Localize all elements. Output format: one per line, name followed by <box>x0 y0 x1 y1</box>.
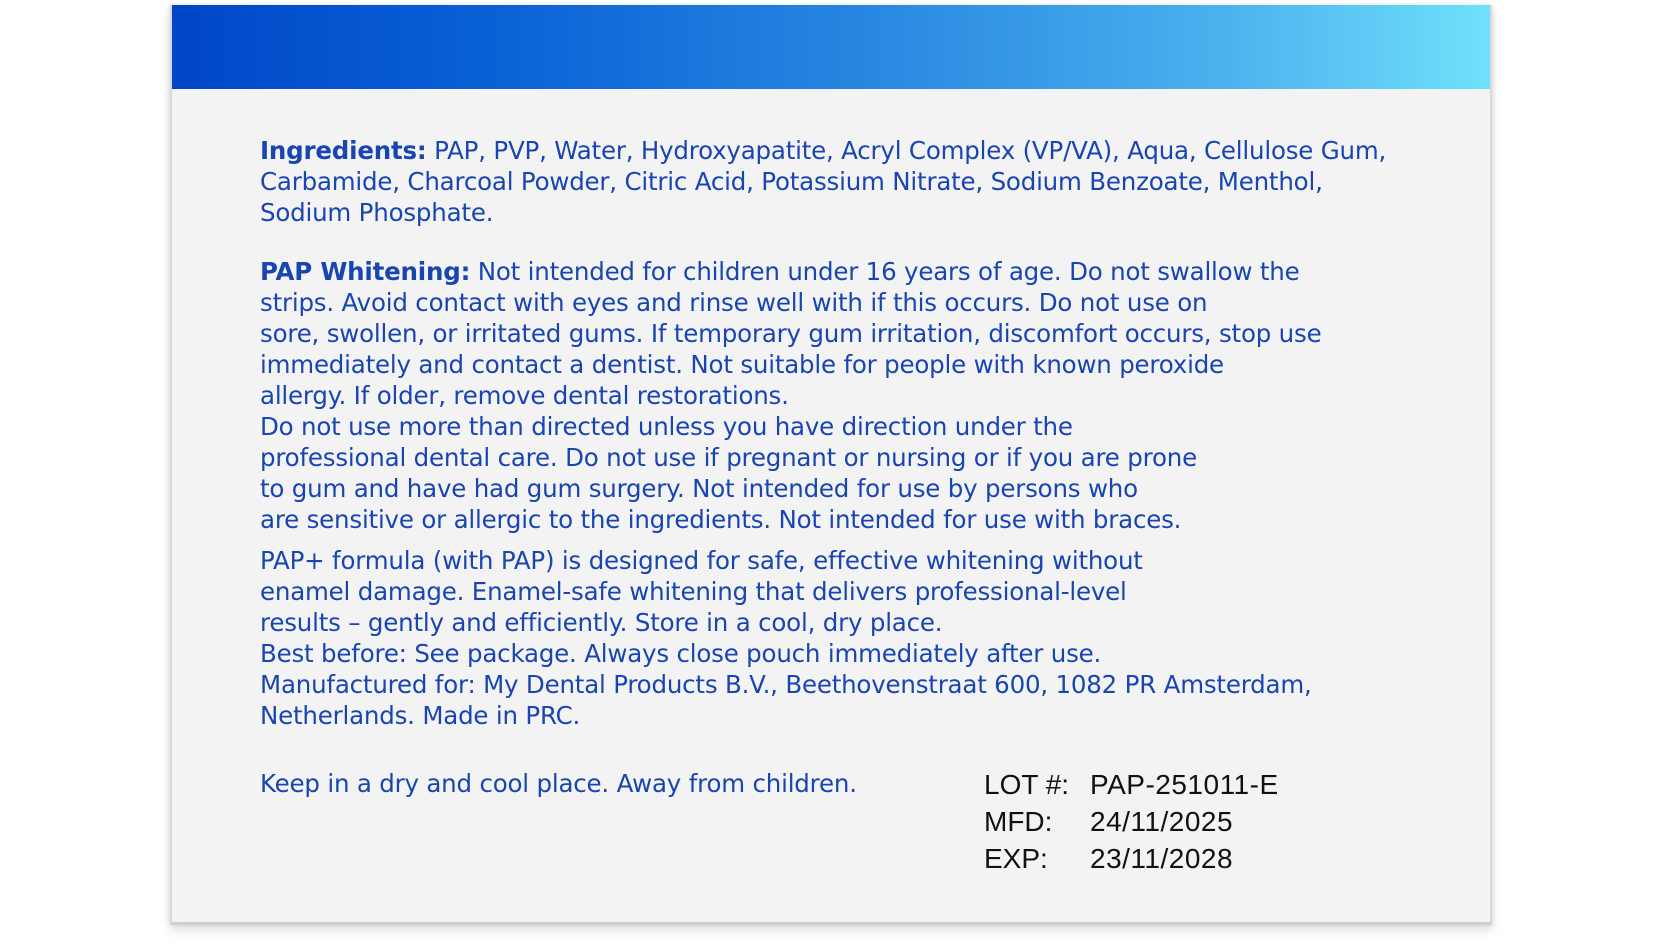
exp-label: EXP: <box>984 843 1048 874</box>
formula-line: results – gently and efficiently. Store in a cool, dry place. <box>260 608 943 637</box>
exp-row <box>984 840 1279 877</box>
batch-codes <box>984 766 1279 877</box>
mfd-label: MFD: <box>984 806 1053 837</box>
warning-label: PAP Whitening: <box>260 257 471 286</box>
warning-line: Not intended for children under 16 years of age. Do not swallow the <box>470 257 1300 286</box>
formula-line: Manufactured for: My Dental Products B.V., Beethovenstraat 600, 1082 PR Amsterdam, <box>260 670 1312 699</box>
formula-line: Best before: See package. Always close pouch immediately after use. <box>260 639 1102 668</box>
formula-line: Netherlands. Made in PRC. <box>260 701 581 730</box>
label-text-block <box>260 135 1390 731</box>
warning-line: Do not use more than directed unless you have direction under the <box>260 412 1073 441</box>
ingredients-text: PAP, PVP, Water, Hydroxyapatite, Acryl Complex (VP/VA), Aqua, Cellulose Gum, Carbamide, Charcoal Powder, Citric Acid, Potassium Nitrate, Sodium Benzoate, Menthol, Sodium Phosphate. <box>260 136 1387 227</box>
storage-note: Keep in a dry and cool place. Away from children. <box>260 769 857 798</box>
warning-line: are sensitive or allergic to the ingredients. Not intended for use with braces. <box>260 505 1182 534</box>
lot-value: PAP-251011-E <box>1090 769 1279 800</box>
warning-line: to gum and have had gum surgery. Not intended for use by persons who <box>260 474 1138 503</box>
formula-paragraph <box>260 545 1390 731</box>
mfd-row <box>984 803 1279 840</box>
header-gradient-band <box>172 5 1490 89</box>
formula-line: PAP+ formula (with PAP) is designed for safe, effective whitening without <box>260 546 1143 575</box>
formula-line: enamel damage. Enamel-safe whitening that delivers professional-level <box>260 577 1127 606</box>
label-panel <box>170 5 1492 925</box>
exp-value: 23/11/2028 <box>1090 843 1234 874</box>
lot-row <box>984 766 1279 803</box>
ingredients-label: Ingredients: <box>260 136 427 165</box>
warning-paragraph <box>260 256 1390 535</box>
warning-line: professional dental care. Do not use if pregnant or nursing or if you are prone <box>260 443 1197 472</box>
ingredients-paragraph <box>260 135 1390 228</box>
warning-line: allergy. If older, remove dental restorations. <box>260 381 789 410</box>
warning-line: immediately and contact a dentist. Not suitable for people with known peroxide <box>260 350 1224 379</box>
warning-line: strips. Avoid contact with eyes and rinse well with if this occurs. Do not use on <box>260 288 1208 317</box>
warning-line: sore, swollen, or irritated gums. If temporary gum irritation, discomfort occurs, stop use <box>260 319 1322 348</box>
mfd-value: 24/11/2025 <box>1090 806 1234 837</box>
lot-label: LOT #: <box>984 769 1070 800</box>
